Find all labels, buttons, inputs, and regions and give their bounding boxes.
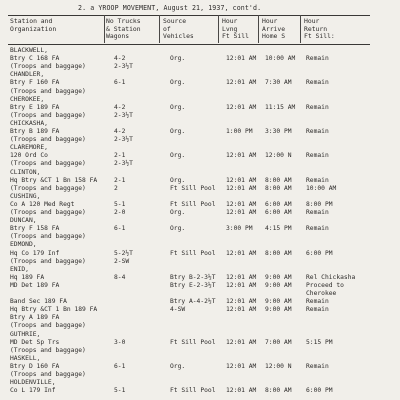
header-line: Source — [163, 17, 187, 25]
hour-leaving-cell: 12:01 AM — [226, 273, 257, 281]
hour-return-cell: Remain — [306, 306, 329, 314]
station-organization-cell: HOLDENVILLE, — [10, 379, 56, 387]
trucks-cell: 6-1 — [114, 362, 126, 370]
header-source — [163, 18, 194, 41]
header-line: Ft Sill — [222, 32, 249, 41]
vehicle-source-cell: Org. — [170, 152, 186, 160]
station-organization-cell: MD Det Sp Trs — [10, 338, 60, 346]
station-organization-cell: Co A 120 Med Regt — [10, 200, 75, 208]
hour-return-cell: Remain — [306, 176, 329, 184]
trucks-cell: 2-1 — [114, 152, 126, 160]
trucks-cell: 3-0 — [114, 338, 126, 346]
hour-arrive-cell: 8:00 AM — [265, 184, 292, 192]
hour-return-cell: Rel Chickasha — [306, 273, 356, 281]
header-hour-arrive — [262, 18, 285, 41]
hour-leaving-cell: 12:01 AM — [226, 152, 257, 160]
vehicle-source-cell: Ft Sill Pool — [170, 249, 216, 257]
trucks-cell: 4-2 — [114, 128, 126, 135]
vehicle-source-cell: 4-SW — [170, 306, 186, 314]
station-organization-cell: 120 Ord Co — [10, 152, 48, 160]
hour-leaving-cell: 12:01 AM — [226, 249, 257, 257]
vehicle-source-cell: Ft Sill Pool — [170, 387, 216, 395]
header-line: Station and — [10, 17, 53, 25]
vehicle-source-cell: Org. — [170, 55, 186, 63]
hour-leaving-cell: 12:01 AM — [226, 103, 257, 111]
station-organization-cell: Btry B 189 FA — [10, 128, 60, 135]
trucks-cell: 5-1 — [114, 387, 126, 395]
trucks-cell: 4-2 — [114, 103, 126, 111]
hour-return-cell: Remain — [306, 79, 329, 87]
trucks-cell: 4-2 — [114, 55, 126, 63]
column-separator — [104, 15, 105, 43]
trucks-cell: 2-3½T — [114, 63, 133, 71]
station-organization-cell: MD Det 189 FA — [10, 281, 60, 289]
hour-return-cell: 6:00 PM — [306, 249, 333, 257]
station-organization-cell: CHANDLER, — [10, 71, 45, 79]
trucks-cell: 5-1 — [114, 200, 126, 208]
hour-return-cell: Remain — [306, 103, 329, 111]
header-line: Return — [304, 24, 328, 33]
station-organization-cell: (Troops and baggage) — [10, 87, 86, 95]
station-organization-cell: (Troops and baggage) — [10, 322, 86, 330]
vehicle-source-cell: Org. — [170, 128, 186, 135]
hour-return-cell: Remain — [306, 55, 329, 63]
station-organization-cell: BLACKWELL, — [10, 47, 48, 54]
station-organization-cell: (Troops and baggage) — [10, 160, 86, 168]
station-organization-cell: (Troops and baggage) — [10, 111, 86, 119]
station-organization-cell: (Troops and baggage) — [10, 346, 86, 354]
hour-return-cell: Cherokee — [306, 290, 337, 297]
hour-leaving-cell: 12:01 AM — [226, 387, 257, 395]
station-organization-cell: CLINTON, — [10, 168, 41, 176]
station-organization-cell: (Troops and baggage) — [10, 209, 86, 216]
station-organization-cell: (Troops and baggage) — [10, 184, 86, 192]
hour-return-cell: Remain — [306, 209, 329, 216]
hour-leaving-cell: 12:01 AM — [226, 176, 257, 184]
station-organization-cell: CHICKASHA, — [10, 119, 48, 127]
hour-return-cell: 5:15 PM — [306, 338, 333, 346]
hour-return-cell: Remain — [306, 362, 329, 370]
hour-leaving-cell: 12:01 AM — [226, 306, 257, 314]
trucks-cell: 2-3½T — [114, 111, 133, 119]
station-organization-cell: Hq Btry &CT 1 Bn 158 FA — [10, 176, 98, 184]
header-line: Ft Sill: — [304, 32, 335, 41]
trucks-cell: 6-1 — [114, 79, 126, 87]
column-separator — [218, 15, 219, 43]
hour-arrive-cell: 6:00 AM — [265, 209, 292, 216]
trucks-cell: 2-3½T — [114, 160, 133, 168]
header-line: Home S — [262, 32, 286, 41]
hour-arrive-cell: 3:30 PM — [265, 128, 292, 135]
trucks-cell: 2-SW — [114, 257, 130, 265]
hour-arrive-cell: 9:00 AM — [265, 281, 292, 289]
hour-return-cell: 6:00 PM — [306, 387, 333, 395]
column-separator — [159, 15, 160, 43]
station-organization-cell: Btry C 168 FA — [10, 55, 60, 63]
vehicle-source-cell: Btry E-2-3½T — [170, 281, 216, 289]
header-hour-return — [304, 18, 335, 41]
header-line: of — [163, 24, 171, 33]
station-organization-cell: Hq 189 FA — [10, 273, 45, 281]
hour-return-cell: 10:00 AM — [306, 184, 337, 192]
station-organization-cell: CLAREMORE, — [10, 144, 48, 152]
station-organization-cell: HASKELL, — [10, 354, 41, 362]
header-line: Organization — [10, 24, 57, 33]
hour-arrive-cell: 4:15 PM — [265, 225, 292, 233]
hour-return-cell: Remain — [306, 225, 329, 233]
hour-leaving-cell: 12:01 AM — [226, 362, 257, 370]
vehicle-source-cell: Org. — [170, 209, 186, 216]
hour-leaving-cell: 12:01 AM — [226, 281, 257, 289]
header-top-rule — [8, 15, 370, 16]
station-organization-cell: DUNCAN, — [10, 217, 37, 225]
header-line: Hour — [304, 17, 320, 25]
vehicle-source-cell: Ft Sill Pool — [170, 200, 216, 208]
hour-arrive-cell: 12:00 N — [265, 152, 292, 160]
vehicle-source-cell: Ft Sill Pool — [170, 338, 216, 346]
station-organization-cell: Btry A 189 FA — [10, 314, 60, 322]
station-organization-cell: (Troops and baggage) — [10, 136, 86, 144]
vehicle-source-cell: Btry B-2-3½T — [170, 273, 216, 281]
header-line: Lvng — [222, 24, 238, 33]
trucks-cell: 5-2½T — [114, 249, 133, 257]
vehicle-source-cell: Org. — [170, 176, 186, 184]
hour-arrive-cell: 6:00 AM — [265, 200, 292, 208]
vehicle-source-cell: Org. — [170, 225, 186, 233]
station-organization-cell: Co L 179 Inf — [10, 387, 56, 395]
hour-leaving-cell: 1:00 PM — [226, 128, 253, 135]
station-organization-cell: EDMOND, — [10, 241, 37, 249]
header-line: Vehicles — [163, 32, 194, 41]
hour-arrive-cell: 10:00 AM — [265, 55, 296, 63]
column-separator — [258, 15, 259, 43]
hour-arrive-cell: 7:30 AM — [265, 79, 292, 87]
hour-return-cell: Remain — [306, 152, 329, 160]
hour-leaving-cell: 12:01 AM — [226, 209, 257, 216]
header-line: & Station — [106, 24, 141, 33]
station-organization-cell: CUSHING, — [10, 192, 41, 200]
hour-leaving-cell: 12:01 AM — [226, 55, 257, 63]
hour-leaving-cell: 12:01 AM — [226, 184, 257, 192]
station-organization-cell: (Troops and baggage) — [10, 371, 86, 378]
hour-arrive-cell: 9:00 AM — [265, 273, 292, 281]
hour-arrive-cell: 8:00 AM — [265, 176, 292, 184]
header-line: Wagons — [106, 32, 130, 41]
station-organization-cell: (Troops and baggage) — [10, 63, 86, 71]
header-line: Hour — [222, 17, 238, 25]
hour-arrive-cell: 9:00 AM — [265, 306, 292, 314]
header-line: Arrive — [262, 24, 286, 33]
header-hour-leaving — [222, 18, 249, 41]
hour-return-cell: Proceed to — [306, 281, 344, 289]
hour-arrive-cell: 12:00 N — [265, 362, 292, 370]
vehicle-source-cell: Org. — [170, 362, 186, 370]
station-organization-cell: GUTHRIE, — [10, 330, 41, 338]
hour-arrive-cell: 8:00 AM — [265, 387, 292, 395]
hour-return-cell: 8:00 PM — [306, 200, 333, 208]
station-organization-cell: Hq Co 179 Inf — [10, 249, 60, 257]
trucks-cell: 2-1 — [114, 176, 126, 184]
station-organization-cell: Btry F 158 FA — [10, 225, 60, 233]
header-station — [10, 18, 56, 33]
header-trucks — [106, 18, 141, 41]
hour-leaving-cell: 3:00 PM — [226, 225, 253, 233]
trucks-cell: 2-0 — [114, 209, 126, 216]
station-organization-cell: (Troops and baggage) — [10, 257, 86, 265]
station-organization-cell: ENID, — [10, 265, 29, 273]
station-organization-cell: (Troops and baggage) — [10, 233, 86, 241]
header-line: Hour — [262, 17, 278, 25]
vehicle-source-cell: Btry A-4-2½T — [170, 298, 216, 306]
station-organization-cell: Hq Btry &CT 1 Bn 189 FA — [10, 306, 98, 314]
hour-leaving-cell: 12:01 AM — [226, 298, 257, 306]
hour-leaving-cell: 12:01 AM — [226, 79, 257, 87]
hour-arrive-cell: 11:15 AM — [265, 103, 296, 111]
trucks-cell: 8-4 — [114, 273, 126, 281]
station-organization-cell: Band Sec 189 FA — [10, 298, 67, 306]
hour-arrive-cell: 9:00 AM — [265, 298, 292, 306]
hour-arrive-cell: 7:00 AM — [265, 338, 292, 346]
header-line: No Trucks — [106, 17, 141, 25]
hour-leaving-cell: 12:01 AM — [226, 338, 257, 346]
vehicle-source-cell: Ft Sill Pool — [170, 184, 216, 192]
trucks-cell: 2-3½T — [114, 136, 133, 144]
station-organization-cell: Btry E 189 FA — [10, 103, 60, 111]
hour-return-cell: Remain — [306, 298, 329, 306]
column-separator — [300, 15, 301, 43]
vehicle-source-cell: Org. — [170, 103, 186, 111]
trucks-cell: 6-1 — [114, 225, 126, 233]
station-organization-cell: Btry F 160 FA — [10, 79, 60, 87]
station-organization-cell: Btry D 160 FA — [10, 362, 60, 370]
hour-arrive-cell: 8:00 AM — [265, 249, 292, 257]
trucks-cell: 2 — [114, 184, 118, 192]
hour-return-cell: Remain — [306, 128, 329, 135]
header-bottom-rule — [8, 44, 370, 45]
station-organization-cell: CHEROKEE, — [10, 95, 45, 103]
page-title: 2. a YROOP MOVEMENT, August 21, 1937, cont'd. — [78, 4, 262, 12]
hour-leaving-cell: 12:01 AM — [226, 200, 257, 208]
vehicle-source-cell: Org. — [170, 79, 186, 87]
